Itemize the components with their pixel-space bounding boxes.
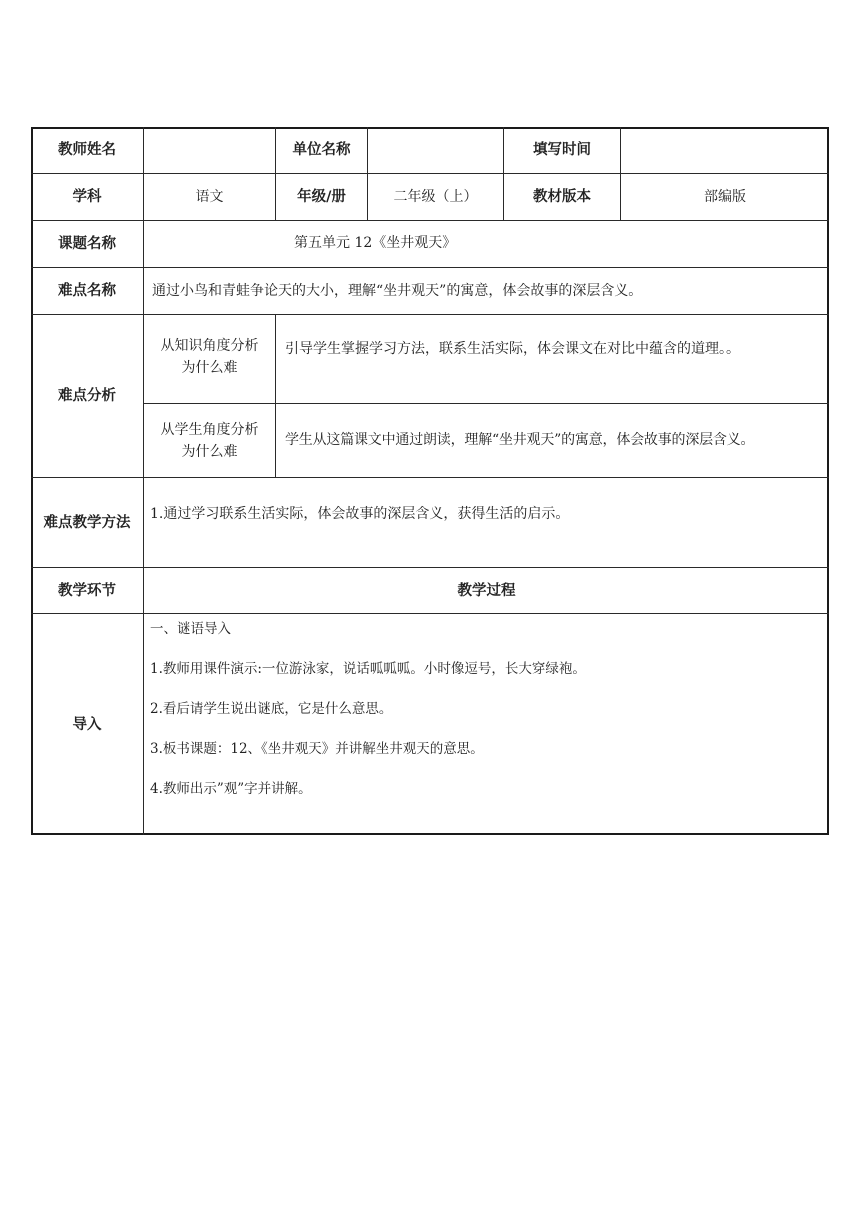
knowledge-angle-line2: 为什么难 <box>181 360 238 376</box>
difficulty-name-value: 通过小鸟和青蛙争论天的大小，理解“坐井观天”的寓意，体会故事的深层含义。 <box>152 283 643 299</box>
edition-label: 教材版本 <box>533 189 591 205</box>
lesson-title-label: 课题名称 <box>58 236 116 252</box>
teaching-method-label: 难点教学方法 <box>43 514 131 531</box>
introduction-step: 2.看后请学生说出谜底，它是什么意思。 <box>150 701 393 717</box>
student-angle-text: 学生从这篇课文中通过朗读，理解“坐井观天”的寓意，体会故事的深层含义。 <box>285 432 755 448</box>
unit-name-label: 单位名称 <box>292 142 351 158</box>
subject-label: 学科 <box>72 189 102 205</box>
teaching-process-header: 教学过程 <box>457 582 516 599</box>
fill-time-field[interactable] <box>621 127 829 173</box>
difficulty-analysis-label: 难点分析 <box>58 388 116 404</box>
teaching-stage-header: 教学环节 <box>58 582 116 599</box>
introduction-step: 3.板书课题：12、《坐井观天》并讲解坐井观天的意思。 <box>150 741 484 757</box>
knowledge-angle-label <box>144 315 275 403</box>
introduction-step: 1.教师用课件演示:一位游泳家，说话呱呱呱。小时像逗号，长大穿绿袍。 <box>150 661 586 677</box>
introduction-label: 导入 <box>72 716 102 733</box>
edition-value: 部编版 <box>704 189 746 205</box>
unit-name-field[interactable] <box>368 127 503 173</box>
row-divider <box>31 613 829 614</box>
student-angle-line2: 为什么难 <box>181 443 238 460</box>
introduction-step: 4.教师出示”观”字并讲解。 <box>150 781 312 797</box>
teacher-name-field[interactable] <box>144 127 275 173</box>
difficulty-name-label: 难点名称 <box>58 283 116 299</box>
lesson-title-value: 第五单元 12《坐井观天》 <box>294 235 457 251</box>
teaching-method-value: 1.通过学习联系生活实际，体会故事的深层含义，获得生活的启示。 <box>150 506 570 522</box>
teacher-name-label: 教师姓名 <box>58 142 116 158</box>
student-angle-label <box>144 404 275 477</box>
grade-value: 二年级（上） <box>393 189 478 205</box>
grade-label: 年级/册 <box>297 189 346 205</box>
knowledge-angle-text: 引导学生掌握学习方法，联系生活实际，体会课文在对比中蕴含的道理。。 <box>285 341 740 357</box>
knowledge-angle-line1: 从知识角度分析 <box>160 338 259 354</box>
introduction-heading: 一、谜语导入 <box>150 621 231 637</box>
subject-value: 语文 <box>195 189 224 205</box>
fill-time-label: 填写时间 <box>533 142 591 158</box>
student-angle-line1: 从学生角度分析 <box>160 421 259 438</box>
